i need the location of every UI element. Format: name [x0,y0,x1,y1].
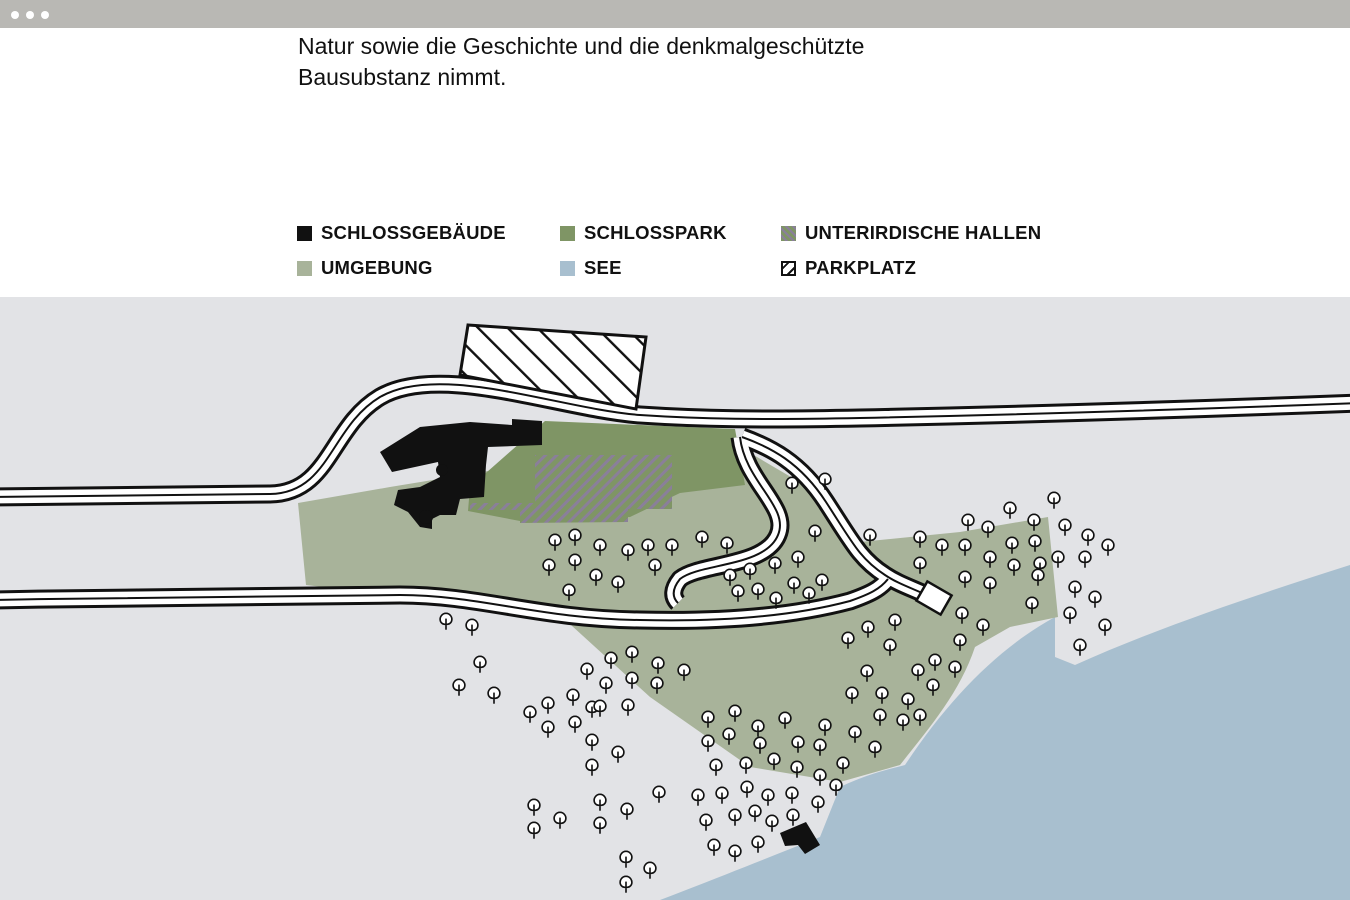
map-legend [297,221,1097,285]
legend-item-schlossgebaeude [297,221,506,245]
umgebung-swatch [297,261,312,276]
legend-item-umgebung [297,256,433,280]
schlossgebaeude-tower [436,464,448,476]
schlossgebaeude-tower [419,510,433,524]
intro-line-2: Bausubstanz nimmt. [298,64,507,90]
legend-item-see [560,256,622,280]
unterirdische-hallen-swatch [781,226,796,241]
legend-item-schlosspark [560,221,727,245]
schlossgebaeude-swatch [297,226,312,241]
window-dot-close[interactable] [11,11,19,19]
intro-text [298,31,1098,93]
intro-line-1: Natur sowie die Geschichte und die denkmalgeschützte [298,33,865,59]
legend-item-unterirdische-hallen [781,221,1041,245]
parkplatz-swatch [781,261,796,276]
see-swatch [560,261,575,276]
legend-item-parkplatz [781,256,916,280]
legend-label: SCHLOSSGEBÄUDE [321,222,506,243]
window-dot-maximize[interactable] [41,11,49,19]
site-map [0,297,1350,900]
legend-label: SEE [584,257,622,278]
legend-label: PARKPLATZ [805,257,917,278]
window-dot-minimize[interactable] [26,11,34,19]
browser-titlebar [0,0,1350,28]
legend-label: UNTERIRDISCHE HALLEN [805,222,1042,243]
legend-label: UMGEBUNG [321,257,433,278]
legend-label: SCHLOSSPARK [584,222,727,243]
schlosspark-swatch [560,226,575,241]
